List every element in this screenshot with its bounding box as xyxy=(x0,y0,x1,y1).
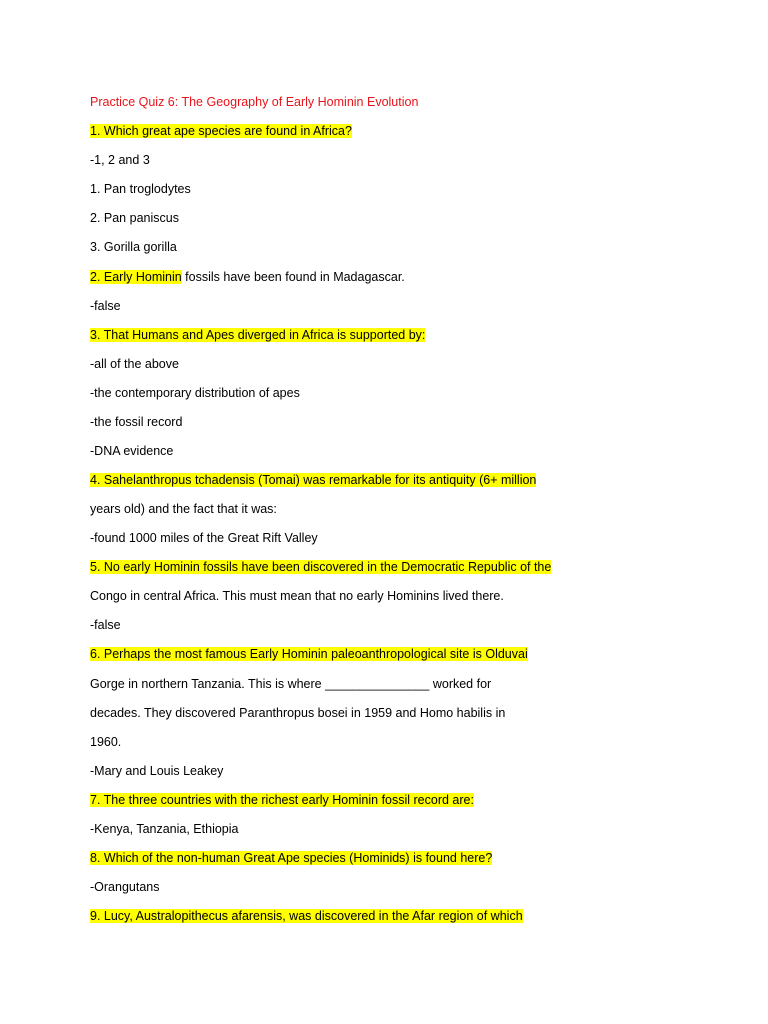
answer-6: -Mary and Louis Leakey xyxy=(90,764,224,778)
answer-line: -the contemporary distribution of apes xyxy=(90,386,300,400)
question-7 xyxy=(90,791,474,809)
option-line: 2. Pan paniscus xyxy=(90,211,179,225)
answer-4: -found 1000 miles of the Great Rift Valley xyxy=(90,531,318,545)
question-9 xyxy=(90,907,523,925)
question-5 xyxy=(90,558,551,576)
question-1 xyxy=(90,122,352,140)
question-6-continued: Gorge in northern Tanzania. This is where _______________ worked for xyxy=(90,677,492,691)
answer-3: -all of the above xyxy=(90,357,179,371)
answer-5: -false xyxy=(90,618,121,632)
answer-7: -Kenya, Tanzania, Ethiopia xyxy=(90,822,239,836)
answer-8: -Orangutans xyxy=(90,880,160,894)
question-text: 6. Perhaps the most famous Early Hominin paleoanthropological site is Olduvai xyxy=(90,647,528,661)
question-3 xyxy=(90,326,425,344)
question-6 xyxy=(90,645,528,663)
question-4 xyxy=(90,471,536,489)
answer-2: -false xyxy=(90,299,121,313)
option-line: 1. Pan troglodytes xyxy=(90,182,191,196)
option-line: 3. Gorilla gorilla xyxy=(90,240,177,254)
question-5-continued: Congo in central Africa. This must mean that no early Hominins lived there. xyxy=(90,589,504,603)
question-text: 3. That Humans and Apes diverged in Africa is supported by: xyxy=(90,328,426,342)
question-text: 1. Which great ape species are found in Africa? xyxy=(90,124,352,138)
answer-1: -1, 2 and 3 xyxy=(90,153,150,167)
answer-line: -DNA evidence xyxy=(90,444,174,458)
question-text: 9. Lucy, Australopithecus afarensis, was discovered in the Afar region of which xyxy=(90,909,523,923)
question-text-rest: fossils have been found in Madagascar. xyxy=(181,270,405,284)
question-text-highlight: 2. Early Hominin xyxy=(90,270,182,284)
question-4-continued: years old) and the fact that it was: xyxy=(90,502,277,516)
answer-line: -the fossil record xyxy=(90,415,183,429)
question-6-continued: decades. They discovered Paranthropus bosei in 1959 and Homo habilis in xyxy=(90,706,506,720)
quiz-title: Practice Quiz 6: The Geography of Early Hominin Evolution xyxy=(90,95,419,109)
question-8 xyxy=(90,849,492,867)
question-text: 4. Sahelanthropus tchadensis (Tomai) was remarkable for its antiquity (6+ million xyxy=(90,473,537,487)
question-2 xyxy=(90,268,405,286)
question-6-continued: 1960. xyxy=(90,735,122,749)
question-text: 5. No early Hominin fossils have been discovered in the Democratic Republic of the xyxy=(90,560,552,574)
question-text: 7. The three countries with the richest early Hominin fossil record are: xyxy=(90,793,474,807)
question-text: 8. Which of the non-human Great Ape species (Hominids) is found here? xyxy=(90,851,493,865)
